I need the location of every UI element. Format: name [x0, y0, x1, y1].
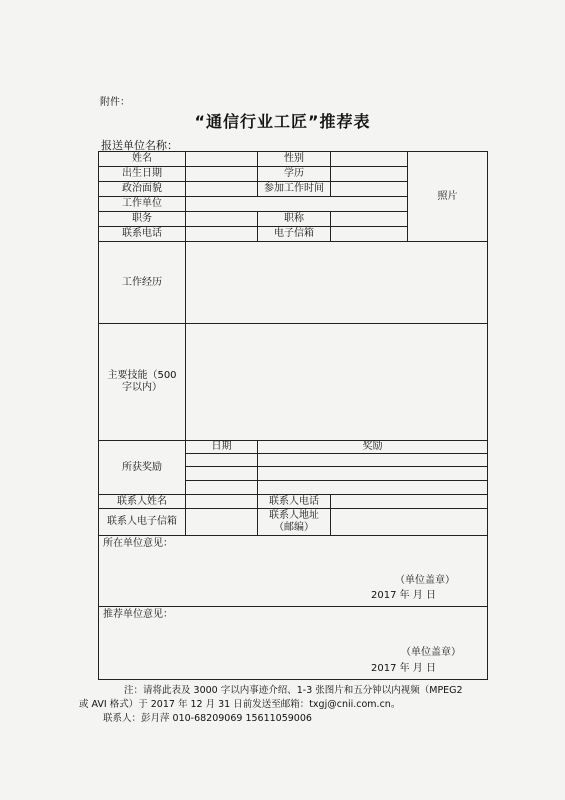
- employer-field[interactable]: [186, 197, 408, 212]
- gender-field[interactable]: [331, 152, 408, 167]
- contact-address-label: [258, 509, 331, 536]
- political-status-field[interactable]: [186, 182, 258, 197]
- political-status-label: 政治面貌: [99, 182, 186, 197]
- education-field[interactable]: [331, 167, 408, 182]
- contact-email-field[interactable]: [186, 509, 258, 536]
- recommender-opinion-section[interactable]: [99, 607, 488, 680]
- email-label: 电子信箱: [258, 227, 331, 242]
- award-date-header: 日期: [186, 441, 258, 454]
- contact-email-label: 联系人电子信箱: [99, 509, 186, 536]
- photo-box[interactable]: 照片: [408, 152, 488, 242]
- form-title: “通信行业工匠”推荐表: [194, 112, 371, 131]
- contact-address-field[interactable]: [331, 509, 488, 536]
- work-history-field[interactable]: [186, 242, 488, 324]
- email-field[interactable]: [331, 227, 408, 242]
- skills-label-line2: 字以内）: [122, 382, 162, 393]
- skills-label-line1: 主要技能（500: [107, 370, 177, 381]
- name-label: 姓名: [99, 152, 186, 167]
- phone-field[interactable]: [186, 227, 258, 242]
- award-date-field-3[interactable]: [186, 481, 258, 495]
- award-name-field-2[interactable]: [258, 467, 488, 481]
- title-rank-label: 职称: [258, 212, 331, 227]
- contact-phone-field[interactable]: [331, 495, 488, 509]
- award-name-header: 奖励: [258, 441, 488, 454]
- award-name-field-3[interactable]: [258, 481, 488, 495]
- award-name-field-1[interactable]: [258, 454, 488, 467]
- employer-date-line: 2017 年 月 日: [371, 590, 436, 601]
- position-label: 职务: [99, 212, 186, 227]
- education-label: 学历: [258, 167, 331, 182]
- recommender-opinion-label: 推荐单位意见：: [103, 609, 173, 620]
- birth-date-label: 出生日期: [99, 167, 186, 182]
- contact-address-line1: 联系人地址: [269, 510, 319, 521]
- contact-address-line2: （邮编）: [274, 522, 314, 533]
- nomination-form-table: [98, 151, 488, 680]
- awards-label: 所获奖励: [99, 441, 186, 495]
- recommender-stamp-label: （单位盖章）: [401, 647, 461, 658]
- position-field[interactable]: [186, 212, 258, 227]
- award-date-field-2[interactable]: [186, 467, 258, 481]
- employer-opinion-label: 所在单位意见：: [103, 538, 173, 549]
- birth-date-field[interactable]: [186, 167, 258, 182]
- work-history-label: 工作经历: [99, 242, 186, 324]
- note-line-2: 或 AVI 格式）于 2017 年 12 月 31 日前发送至邮箱：txgj@cnii.com.cn。: [79, 699, 401, 710]
- work-start-label: 参加工作时间: [258, 182, 331, 197]
- skills-label: [99, 324, 186, 441]
- submitter-label: 报送单位名称：: [101, 139, 178, 152]
- contact-name-field[interactable]: [186, 495, 258, 509]
- work-start-field[interactable]: [331, 182, 408, 197]
- recommender-date-line: 2017 年 月 日: [371, 663, 436, 674]
- phone-label: 联系电话: [99, 227, 186, 242]
- attachment-label: 附件：: [100, 97, 130, 108]
- contact-phone-label: 联系人电话: [258, 495, 331, 509]
- employer-label: 工作单位: [99, 197, 186, 212]
- footnotes: [79, 684, 463, 726]
- employer-stamp-label: （单位盖章）: [395, 575, 455, 586]
- note-line-3: 联系人：彭月萍 010-68209069 15611059006: [103, 713, 312, 724]
- title-rank-field[interactable]: [331, 212, 408, 227]
- employer-opinion-section[interactable]: [99, 536, 488, 607]
- gender-label: 性别: [258, 152, 331, 167]
- name-field[interactable]: [186, 152, 258, 167]
- contact-name-label: 联系人姓名: [99, 495, 186, 509]
- note-line-1: 注：请将此表及 3000 字以内事迹介绍、1-3 张图片和五分钟以内视频（MPEG2: [124, 685, 463, 696]
- award-date-field-1[interactable]: [186, 454, 258, 467]
- skills-field[interactable]: [186, 324, 488, 441]
